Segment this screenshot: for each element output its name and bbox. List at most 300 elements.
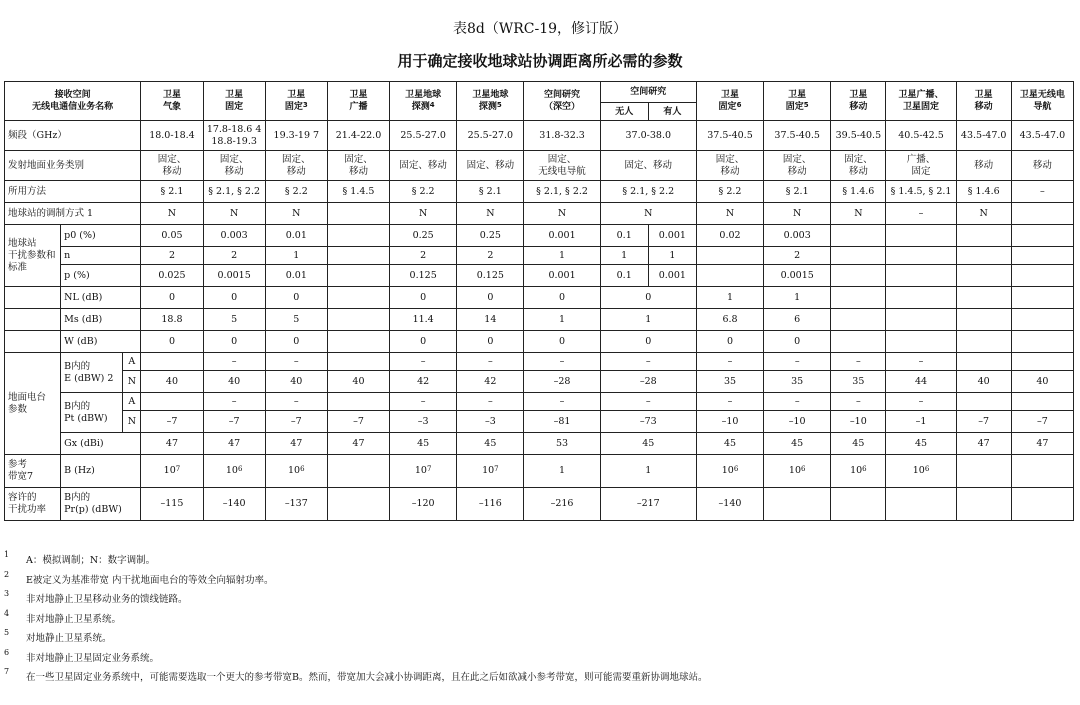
value-cell <box>831 309 886 331</box>
table-title: 用于确定接收地球站协调距离所必需的参数 <box>397 52 683 70</box>
value-cell: –3 <box>390 411 457 433</box>
value-cell <box>831 247 886 265</box>
value-cell: 40 <box>265 371 327 393</box>
footnote <box>4 669 1074 689</box>
value-cell: $10^6$ <box>265 455 327 488</box>
value-cell: 0.025 <box>141 265 203 287</box>
table-row <box>5 353 1074 371</box>
value-cell: 0 <box>265 331 327 353</box>
value-cell: $10^6$ <box>831 455 886 488</box>
value-cell: 40 <box>327 371 389 393</box>
value-cell: § 1.4.5, § 2.1 <box>886 181 956 203</box>
value-cell: 6 <box>764 309 831 331</box>
value-cell: 0.01 <box>265 225 327 247</box>
value-cell: N <box>956 203 1011 225</box>
row-label-p: p (%) <box>61 265 141 287</box>
value-cell: 44 <box>886 371 956 393</box>
value-cell <box>1011 393 1073 411</box>
value-cell: § 2.1, § 2.2 <box>203 181 265 203</box>
value-cell: 固定、 移动 <box>831 151 886 181</box>
value-cell <box>696 247 763 265</box>
table-row <box>5 151 1074 181</box>
empty-cell <box>5 309 61 331</box>
header-col-c13: 卫星 移动 <box>956 82 1011 121</box>
value-cell: 0 <box>600 331 696 353</box>
value-cell: 40 <box>1011 371 1073 393</box>
table-row <box>5 203 1074 225</box>
header-col-c9: 卫星 固定$^6$ <box>696 82 763 121</box>
footnotes <box>4 552 1074 689</box>
value-cell: 40 <box>203 371 265 393</box>
value-cell: § 1.4.5 <box>327 181 389 203</box>
value-cell: 31.8-32.3 <box>524 121 600 151</box>
value-cell: – <box>457 393 524 411</box>
row-label-a: A <box>123 353 141 371</box>
value-cell: 0 <box>390 331 457 353</box>
value-cell: 42 <box>390 371 457 393</box>
table-row <box>5 181 1074 203</box>
table-row <box>5 393 1074 411</box>
value-cell: – <box>831 353 886 371</box>
value-cell: § 1.4.6 <box>831 181 886 203</box>
value-cell: 移动 <box>956 151 1011 181</box>
value-cell: 25.5-27.0 <box>457 121 524 151</box>
value-cell <box>1011 488 1073 521</box>
value-cell: – <box>600 353 696 371</box>
value-cell: 14 <box>457 309 524 331</box>
value-cell: 固定、移动 <box>390 151 457 181</box>
value-cell: 1 <box>600 455 696 488</box>
value-cell: 0 <box>203 331 265 353</box>
value-cell: 固定、 移动 <box>696 151 763 181</box>
value-cell: –137 <box>265 488 327 521</box>
value-cell: 0.001 <box>648 225 696 247</box>
value-cell: – <box>600 393 696 411</box>
value-cell: $10^6$ <box>203 455 265 488</box>
value-cell: 0 <box>141 287 203 309</box>
value-cell <box>886 287 956 309</box>
header-col-c5: 卫星地球 探测$^4$ <box>390 82 457 121</box>
value-cell <box>327 353 389 371</box>
value-cell: 45 <box>886 433 956 455</box>
value-cell <box>886 309 956 331</box>
value-cell: 固定、移动 <box>600 151 696 181</box>
table-row <box>5 247 1074 265</box>
value-cell: 40.5-42.5 <box>886 121 956 151</box>
value-cell: 移动 <box>1011 151 1073 181</box>
value-cell: 固定、移动 <box>457 151 524 181</box>
value-cell: 1 <box>265 247 327 265</box>
value-cell: N <box>696 203 763 225</box>
value-cell: – <box>696 393 763 411</box>
value-cell: 0 <box>524 287 600 309</box>
value-cell: N <box>457 203 524 225</box>
footnote-number: 2 <box>4 569 10 579</box>
value-cell: N <box>390 203 457 225</box>
value-cell <box>1011 353 1073 371</box>
value-cell: 0 <box>696 331 763 353</box>
value-cell: 17.8-18.6 4 18.8-19.3 <box>203 121 265 151</box>
value-cell: 0 <box>524 331 600 353</box>
value-cell: 25.5-27.0 <box>390 121 457 151</box>
value-cell: 0.001 <box>648 265 696 287</box>
row-label-gx: Gx (dBi) <box>61 433 141 455</box>
footnote-text: 非对地静止卫星固定业务系统。 <box>26 652 160 664</box>
value-cell <box>141 393 203 411</box>
value-cell: 35 <box>764 371 831 393</box>
value-cell: 6.8 <box>696 309 763 331</box>
value-cell: – <box>764 393 831 411</box>
value-cell: –7 <box>203 411 265 433</box>
value-cell: 固定、 移动 <box>327 151 389 181</box>
value-cell <box>327 455 389 488</box>
value-cell <box>831 265 886 287</box>
value-cell: – <box>764 353 831 371</box>
value-cell: 0.25 <box>457 225 524 247</box>
header-col-c4: 卫星 广播 <box>327 82 389 121</box>
value-cell <box>327 309 389 331</box>
footnote-number: 3 <box>4 589 10 598</box>
value-cell: 0 <box>457 287 524 309</box>
table-row <box>5 309 1074 331</box>
value-cell: $10^6$ <box>886 455 956 488</box>
value-cell: – <box>265 353 327 371</box>
value-cell: – <box>886 353 956 371</box>
value-cell: § 2.1, § 2.2 <box>524 181 600 203</box>
value-cell: 0 <box>600 287 696 309</box>
value-cell: 0 <box>764 331 831 353</box>
value-cell: –73 <box>600 411 696 433</box>
value-cell: § 2.1 <box>141 181 203 203</box>
value-cell: – <box>1011 181 1073 203</box>
value-cell: § 2.1 <box>764 181 831 203</box>
table-row <box>5 265 1074 287</box>
row-label-e: B内的 E (dBW) 2 <box>61 353 123 393</box>
value-cell: – <box>457 353 524 371</box>
value-cell <box>831 488 886 521</box>
value-cell <box>327 287 389 309</box>
value-cell: 0.25 <box>390 225 457 247</box>
value-cell: 0 <box>265 287 327 309</box>
value-cell: 37.5-40.5 <box>764 121 831 151</box>
header-col-c7: 空间研究 （深空） <box>524 82 600 121</box>
value-cell <box>956 393 1011 411</box>
header-col-c10: 卫星 固定$^5$ <box>764 82 831 121</box>
header-col-c1: 卫星 气象 <box>141 82 203 121</box>
footnote <box>4 552 1074 572</box>
value-cell: 1 <box>648 247 696 265</box>
header-col-c11: 卫星 移动 <box>831 82 886 121</box>
value-cell: – <box>203 353 265 371</box>
value-cell: 45 <box>831 433 886 455</box>
value-cell: –10 <box>831 411 886 433</box>
value-cell: 11.4 <box>390 309 457 331</box>
value-cell: 1 <box>524 455 600 488</box>
value-cell: 18.8 <box>141 309 203 331</box>
footnote-number: 1 <box>4 550 10 559</box>
value-cell: 42 <box>457 371 524 393</box>
row-group-terrestrial: 地面电台 参数 <box>5 353 61 455</box>
value-cell: N <box>831 203 886 225</box>
value-cell: –120 <box>390 488 457 521</box>
header-col-c6: 卫星地球 探测$^5$ <box>457 82 524 121</box>
value-cell <box>956 353 1011 371</box>
value-cell: N <box>265 203 327 225</box>
value-cell <box>831 331 886 353</box>
header-col-c8: 空间研究 <box>600 82 696 103</box>
value-cell: –7 <box>141 411 203 433</box>
value-cell: 固定、 无线电导航 <box>524 151 600 181</box>
table-row <box>5 82 1074 103</box>
value-cell <box>764 488 831 521</box>
value-cell: – <box>203 393 265 411</box>
value-cell <box>956 225 1011 247</box>
row-label-ms: Ms (dB) <box>61 309 141 331</box>
footnote-text: A：模拟调制；N：数字调制。 <box>26 555 156 566</box>
value-cell: 45 <box>390 433 457 455</box>
table-row <box>5 433 1074 455</box>
value-cell: 45 <box>457 433 524 455</box>
footnote-text: 在一些卫星固定业务系统中，可能需要选取一个更大的参考带宽B。然而，带宽加大会减小协调距离，且在此之后如欲减小参考带宽，则可能需要重新协调地球站。 <box>26 672 708 683</box>
value-cell: § 2.1 <box>457 181 524 203</box>
value-cell <box>696 265 763 287</box>
value-cell: 5 <box>203 309 265 331</box>
value-cell: 47 <box>141 433 203 455</box>
value-cell: 0.001 <box>524 225 600 247</box>
footnote <box>4 647 1074 670</box>
value-cell: 0.001 <box>524 265 600 287</box>
value-cell: § 1.4.6 <box>956 181 1011 203</box>
row-label-pt: B内的 Pt (dBW) <box>61 393 123 433</box>
value-cell <box>327 203 389 225</box>
header-col-c2: 卫星 固定 <box>203 82 265 121</box>
value-cell: 45 <box>696 433 763 455</box>
value-cell: –10 <box>696 411 763 433</box>
value-cell <box>327 225 389 247</box>
row-label-nl: NL (dB) <box>61 287 141 309</box>
value-cell: N <box>764 203 831 225</box>
header-unmanned: 无人 <box>600 103 648 121</box>
value-cell: –81 <box>524 411 600 433</box>
value-cell: –7 <box>956 411 1011 433</box>
row-group-interference: 容许的 干扰功率 <box>5 488 61 521</box>
value-cell: $10^6$ <box>696 455 763 488</box>
value-cell: –10 <box>764 411 831 433</box>
value-cell: –7 <box>1011 411 1073 433</box>
value-cell: – <box>886 393 956 411</box>
footnote <box>4 569 1074 592</box>
value-cell: 37.5-40.5 <box>696 121 763 151</box>
value-cell: 0.02 <box>696 225 763 247</box>
value-cell <box>1011 247 1073 265</box>
value-cell: –216 <box>524 488 600 521</box>
value-cell: – <box>390 393 457 411</box>
value-cell <box>956 309 1011 331</box>
value-cell: 固定、 移动 <box>203 151 265 181</box>
value-cell: § 2.2 <box>696 181 763 203</box>
value-cell <box>327 393 389 411</box>
value-cell: – <box>390 353 457 371</box>
row-label-modulation: 地球站的调制方式 1 <box>5 203 141 225</box>
empty-cell <box>5 331 61 353</box>
value-cell: 1 <box>524 247 600 265</box>
empty-cell <box>5 287 61 309</box>
row-label-w: W (dB) <box>61 331 141 353</box>
footnote-text: E被定义为基准带宽 内干扰地面电台的等效全向辐射功率。 <box>26 574 274 586</box>
value-cell: 固定、 移动 <box>141 151 203 181</box>
value-cell: 47 <box>265 433 327 455</box>
value-cell: 2 <box>141 247 203 265</box>
value-cell <box>886 247 956 265</box>
row-label-method: 所用方法 <box>5 181 141 203</box>
value-cell: –28 <box>524 371 600 393</box>
footnote-number: 4 <box>4 608 10 618</box>
value-cell: 40 <box>141 371 203 393</box>
value-cell: –3 <box>457 411 524 433</box>
footnote-number: 7 <box>4 667 10 676</box>
value-cell: 0 <box>390 287 457 309</box>
value-cell: § 2.2 <box>390 181 457 203</box>
value-cell: –28 <box>600 371 696 393</box>
value-cell: 固定、 移动 <box>265 151 327 181</box>
footnote-text: 非对地静止卫星移动业务的馈线链路。 <box>26 594 188 605</box>
value-cell: 0 <box>141 331 203 353</box>
footnote-number: 5 <box>4 628 10 637</box>
row-group-earth-station: 地球站 干扰参数和 标准 <box>5 225 61 287</box>
value-cell: 1 <box>600 309 696 331</box>
value-cell: –115 <box>141 488 203 521</box>
row-label-frequency: 频段（GHz） <box>5 121 141 151</box>
value-cell: – <box>696 353 763 371</box>
value-cell <box>327 331 389 353</box>
value-cell <box>956 265 1011 287</box>
row-label-b: B (Hz) <box>61 455 141 488</box>
value-cell <box>956 455 1011 488</box>
value-cell: 43.5-47.0 <box>956 121 1011 151</box>
value-cell <box>886 331 956 353</box>
value-cell <box>1011 225 1073 247</box>
header-col-c3: 卫星 固定$^3$ <box>265 82 327 121</box>
value-cell: –7 <box>327 411 389 433</box>
value-cell: –116 <box>457 488 524 521</box>
value-cell: N <box>524 203 600 225</box>
footnote-number: 6 <box>4 647 10 657</box>
value-cell: 47 <box>1011 433 1073 455</box>
value-cell: 47 <box>327 433 389 455</box>
value-cell: –7 <box>265 411 327 433</box>
value-cell: N <box>141 203 203 225</box>
value-cell: 1 <box>600 247 648 265</box>
header-manned: 有人 <box>648 103 696 121</box>
value-cell: –1 <box>886 411 956 433</box>
value-cell <box>956 247 1011 265</box>
header-service-name: 接收空间 无线电通信业务名称 <box>5 82 141 121</box>
value-cell: 2 <box>764 247 831 265</box>
value-cell: 45 <box>764 433 831 455</box>
value-cell <box>1011 455 1073 488</box>
value-cell: – <box>265 393 327 411</box>
row-label-pr: B内的 Pr(p) (dBW) <box>61 488 141 521</box>
value-cell: 35 <box>696 371 763 393</box>
header-col-c12: 卫星广播、 卫星固定 <box>886 82 956 121</box>
row-group-bandwidth: 参考 带宽7 <box>5 455 61 488</box>
value-cell <box>1011 265 1073 287</box>
value-cell: 0.1 <box>600 225 648 247</box>
value-cell: 2 <box>390 247 457 265</box>
row-label-n: n <box>61 247 141 265</box>
footnote-text: 对地静止卫星系统。 <box>26 633 112 644</box>
row-label-a: A <box>123 393 141 411</box>
value-cell: 0.003 <box>764 225 831 247</box>
value-cell: 1 <box>764 287 831 309</box>
value-cell: 40 <box>956 371 1011 393</box>
row-label-p0: p0 (%) <box>61 225 141 247</box>
value-cell: 0.003 <box>203 225 265 247</box>
value-cell: 5 <box>265 309 327 331</box>
value-cell: – <box>524 393 600 411</box>
value-cell: – <box>831 393 886 411</box>
value-cell: –140 <box>696 488 763 521</box>
value-cell: N <box>203 203 265 225</box>
value-cell <box>1011 203 1073 225</box>
value-cell: 35 <box>831 371 886 393</box>
value-cell: 47 <box>956 433 1011 455</box>
value-cell <box>831 287 886 309</box>
table-row <box>5 331 1074 353</box>
value-cell <box>956 287 1011 309</box>
value-cell: 0.05 <box>141 225 203 247</box>
value-cell: 0.125 <box>457 265 524 287</box>
table-row <box>5 411 1074 433</box>
value-cell: 广播、 固定 <box>886 151 956 181</box>
table-row <box>5 371 1074 393</box>
row-label-n-mod: N <box>123 411 141 433</box>
value-cell: 0 <box>457 331 524 353</box>
value-cell: 0.0015 <box>764 265 831 287</box>
value-cell: 39.5-40.5 <box>831 121 886 151</box>
value-cell: – <box>886 203 956 225</box>
value-cell: 0 <box>203 287 265 309</box>
value-cell: $10^7$ <box>141 455 203 488</box>
value-cell: – <box>524 353 600 371</box>
value-cell: 53 <box>524 433 600 455</box>
value-cell <box>831 225 886 247</box>
value-cell: § 2.1, § 2.2 <box>600 181 696 203</box>
value-cell: $10^6$ <box>764 455 831 488</box>
value-cell: 1 <box>696 287 763 309</box>
parameters-table <box>4 81 1074 521</box>
value-cell <box>327 247 389 265</box>
row-label-n-mod: N <box>123 371 141 393</box>
value-cell <box>327 265 389 287</box>
footnote <box>4 591 1074 611</box>
value-cell: 43.5-47.0 <box>1011 121 1073 151</box>
value-cell: $10^7$ <box>457 455 524 488</box>
value-cell: –217 <box>600 488 696 521</box>
value-cell <box>327 488 389 521</box>
value-cell: N <box>600 203 696 225</box>
value-cell: 37.0-38.0 <box>600 121 696 151</box>
value-cell <box>886 488 956 521</box>
table-row <box>5 488 1074 521</box>
value-cell: 0.1 <box>600 265 648 287</box>
row-label-service: 发射地面业务类别 <box>5 151 141 181</box>
value-cell <box>886 225 956 247</box>
value-cell: 1 <box>524 309 600 331</box>
value-cell: 0.0015 <box>203 265 265 287</box>
value-cell <box>956 331 1011 353</box>
value-cell <box>1011 331 1073 353</box>
